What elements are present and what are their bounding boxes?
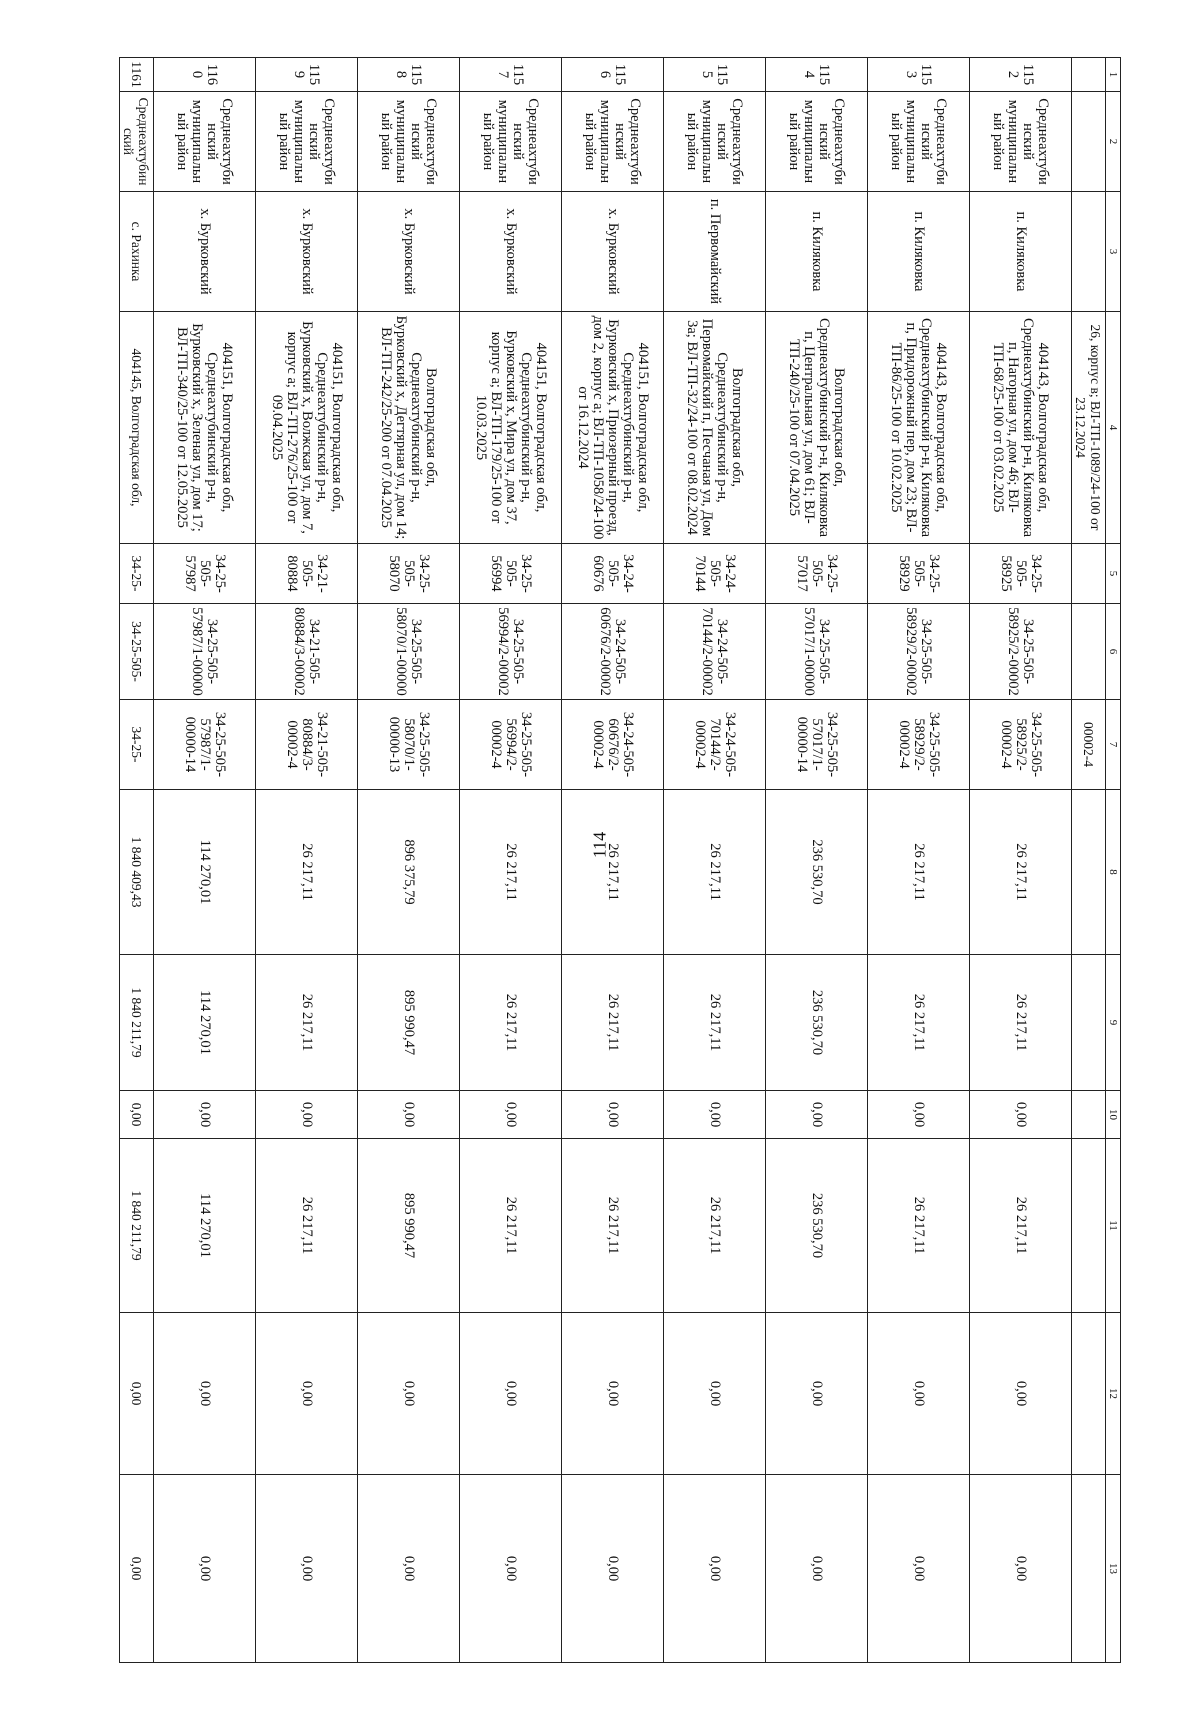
table-cell: 34-24-505-70144/2-00002-4	[663, 700, 765, 790]
table-cell: 34-25-505-56994/2-00002	[459, 604, 561, 700]
table-cell: 0,00	[867, 1313, 969, 1475]
table-cell: Среднеахтубинский муниципальный район	[459, 92, 561, 192]
table-cell	[1071, 1313, 1105, 1475]
table-cell: 34-24-505-70144/2-00002	[663, 604, 765, 700]
table-row	[120, 58, 154, 1663]
table-cell: 0,00	[561, 1313, 663, 1475]
table-cell: 34-25-505-58070	[357, 544, 459, 604]
table-cell: Волгоградская обл, Среднеахтубинский р-н, Киляковка п, Центральная ул, дом 61; ВЛ-ТП-240/25-100 от 07.04.2025	[765, 312, 867, 544]
table-cell	[1071, 58, 1105, 92]
table-cell: 0,00	[765, 1475, 867, 1663]
table-cell: 0,00	[120, 1475, 154, 1663]
table-cell: Среднеахтубинский	[120, 92, 154, 192]
table-cell: 404151, Волгоградская обл, Среднеахтубинский р-н, Бурковский х, Мира ул, дом 37, корпус а; ВЛ-ТП-179/25-100 от 10.03.2025	[459, 312, 561, 544]
table-cell: 0,00	[255, 1313, 357, 1475]
table-cell: п. Первомайский	[663, 192, 765, 312]
header-cell: 1	[1105, 58, 1120, 92]
table-cell: 26 217,11	[561, 955, 663, 1091]
table-cell: 404151, Волгоградская обл, Среднеахтубинский р-н, Бурковский х, Зеленая ул, дом 17; ВЛ-ТП-340/25-100 от 12.05.2025	[154, 312, 256, 544]
table-cell: 34-25-	[120, 544, 154, 604]
table-cell: Среднеахтубинский муниципальный район	[663, 92, 765, 192]
data-table	[119, 57, 1121, 1663]
table-cell: х. Бурковский	[154, 192, 256, 312]
table-cell: 0,00	[357, 1313, 459, 1475]
table-cell: 0,00	[459, 1475, 561, 1663]
table-row	[663, 58, 765, 1663]
table-cell: х. Бурковский	[255, 192, 357, 312]
table-cell: 26 217,11	[459, 955, 561, 1091]
table-row	[561, 58, 663, 1663]
table-cell: 34-25-505-57987	[154, 544, 256, 604]
table-cell: 34-21-505-80884	[255, 544, 357, 604]
table-cell: 1160	[154, 58, 256, 92]
table-cell: 0,00	[357, 1091, 459, 1139]
table-cell: 0,00	[969, 1313, 1071, 1475]
table-cell	[1071, 192, 1105, 312]
table-cell: 1155	[663, 58, 765, 92]
table-row	[867, 58, 969, 1663]
table-cell: 0,00	[120, 1313, 154, 1475]
table-cell	[1071, 92, 1105, 192]
table-cell: 404143, Волгоградская обл, Среднеахтубинский р-н, Киляковка п, Нагорная ул, дом 46; ВЛ-ТП-68/25-100 от 03.02.2025	[969, 312, 1071, 544]
table-cell: 1 840 409,43	[120, 790, 154, 955]
table-cell: 26 217,11	[867, 955, 969, 1091]
table-cell: 26 217,11	[663, 1139, 765, 1313]
table-cell: 34-25-505-57017	[765, 544, 867, 604]
table-cell	[1071, 1091, 1105, 1139]
table-cell	[1071, 604, 1105, 700]
table-cell: 0,00	[867, 1091, 969, 1139]
header-cell: 12	[1105, 1313, 1120, 1475]
table-cell: 895 990,47	[357, 1139, 459, 1313]
table-cell: 34-21-505-80884/3-00002	[255, 604, 357, 700]
table-cell: 0,00	[867, 1475, 969, 1663]
table-cell: 1159	[255, 58, 357, 92]
table-cell: 26 217,11	[255, 790, 357, 955]
table-cell: 34-25-505-	[120, 604, 154, 700]
table-cell: Среднеахтубинский муниципальный район	[561, 92, 663, 192]
table-row	[459, 58, 561, 1663]
table-cell: 1 840 211,79	[120, 1139, 154, 1313]
table-cell: 1157	[459, 58, 561, 92]
table-cell: 0,00	[255, 1091, 357, 1139]
table-cell	[1071, 1139, 1105, 1313]
table-cell: 896 375,79	[357, 790, 459, 955]
table-cell: 1161	[120, 58, 154, 92]
table-cell: 0,00	[969, 1091, 1071, 1139]
table-cell: 34-24-505-60676/2-00002	[561, 604, 663, 700]
table-cell: 0,00	[120, 1091, 154, 1139]
header-cell: 2	[1105, 92, 1120, 192]
table-cell: х. Бурковский	[459, 192, 561, 312]
table-cell: 34-25-505-57017/1-00000-14	[765, 700, 867, 790]
table-cell: 1158	[357, 58, 459, 92]
page-number: 114	[589, 831, 610, 859]
table-cell: п. Киляковка	[969, 192, 1071, 312]
table-cell: 00002-4	[1071, 700, 1105, 790]
table-container	[119, 57, 1121, 1662]
table-cell: Среднеахтубинский муниципальный район	[867, 92, 969, 192]
table-cell: 26 217,11	[561, 1139, 663, 1313]
header-cell: 4	[1105, 312, 1120, 544]
table-cell: с. Рахинка	[120, 192, 154, 312]
table-cell: 895 990,47	[357, 955, 459, 1091]
table-cell: 26 217,11	[867, 1139, 969, 1313]
table-cell: 26 217,11	[561, 790, 663, 955]
table-cell: 1156	[561, 58, 663, 92]
table-cell: 0,00	[357, 1475, 459, 1663]
table-cell: 34-25-	[120, 700, 154, 790]
table-cell: 1 840 211,79	[120, 955, 154, 1091]
table-cell: 34-24-505-60676	[561, 544, 663, 604]
table-row	[357, 58, 459, 1663]
table-cell: 0,00	[255, 1475, 357, 1663]
table-cell: 404151, Волгоградская обл, Среднеахтубинский р-н, Бурковский х, Волжская ул, дом 7, корпус а; ВЛ-ТП-276/25-100 от 09.04.2025	[255, 312, 357, 544]
table-cell: п. Киляковка	[867, 192, 969, 312]
table-cell: Среднеахтубинский муниципальный район	[154, 92, 256, 192]
table-cell: Волгоградская обл, Среднеахтубинский р-н, Первомайский п, Песчаная ул, Дом 3а; ВЛ-ТП-32/24-100 от 08.02.2024	[663, 312, 765, 544]
table-cell: 0,00	[459, 1091, 561, 1139]
table-cell: 26 217,11	[255, 955, 357, 1091]
table-cell: 34-24-505-60676/2-00002-4	[561, 700, 663, 790]
table-cell: 34-25-505-58929/2-00002-4	[867, 700, 969, 790]
table-cell: х. Бурковский	[561, 192, 663, 312]
continuation-row	[1071, 58, 1105, 1663]
table-row	[154, 58, 256, 1663]
table-cell: 26 217,11	[663, 955, 765, 1091]
table-cell: 34-25-505-58929/2-00002	[867, 604, 969, 700]
table-cell	[1071, 790, 1105, 955]
table-cell: 0,00	[969, 1475, 1071, 1663]
table-cell: 34-21-505-80884/3-00002-4	[255, 700, 357, 790]
table-cell: 34-25-505-57987/1-00000	[154, 604, 256, 700]
table-cell: 114 270,01	[154, 1139, 256, 1313]
header-cell: 13	[1105, 1475, 1120, 1663]
table-cell: 26 217,11	[459, 1139, 561, 1313]
table-cell: 0,00	[663, 1313, 765, 1475]
table-cell: 26 217,11	[867, 790, 969, 955]
table-cell: п. Киляковка	[765, 192, 867, 312]
table-cell: 236 530,70	[765, 1139, 867, 1313]
table-cell: 1154	[765, 58, 867, 92]
table-cell	[1071, 544, 1105, 604]
table-cell: 26, корпус в; ВЛ-ТП-1089/24-100 от 23.12.2024	[1071, 312, 1105, 544]
table-cell: 114 270,01	[154, 955, 256, 1091]
table-cell: 0,00	[154, 1091, 256, 1139]
table-cell: 114 270,01	[154, 790, 256, 955]
table-cell: 34-25-505-57987/1-00000-14	[154, 700, 256, 790]
table-cell: 0,00	[154, 1475, 256, 1663]
table-cell: Среднеахтубинский муниципальный район	[255, 92, 357, 192]
table-cell: 0,00	[459, 1313, 561, 1475]
table-cell: 26 217,11	[969, 1139, 1071, 1313]
table-cell: 404145, Волгоградская обл,	[120, 312, 154, 544]
table-cell: 26 217,11	[969, 790, 1071, 955]
table-cell: х. Бурковский	[357, 192, 459, 312]
header-row	[1105, 58, 1120, 1663]
table-cell: 404151, Волгоградская обл, Среднеахтубинский р-н, Бурковский х, Приозерный проезд, дом 2, корпус а; ВЛ-ТП-1058/24-100 от 16.12.2024	[561, 312, 663, 544]
table-cell: 1153	[867, 58, 969, 92]
header-cell: 7	[1105, 700, 1120, 790]
table-row	[765, 58, 867, 1663]
table-cell: 34-25-505-58925/2-00002-4	[969, 700, 1071, 790]
table-cell: 26 217,11	[663, 790, 765, 955]
table-cell: 0,00	[154, 1313, 256, 1475]
table-cell: 26 217,11	[459, 790, 561, 955]
table-row	[255, 58, 357, 1663]
table-cell: 34-24-505-70144	[663, 544, 765, 604]
header-cell: 3	[1105, 192, 1120, 312]
header-cell: 5	[1105, 544, 1120, 604]
header-cell: 9	[1105, 955, 1120, 1091]
table-cell: 34-25-505-57017/1-00000	[765, 604, 867, 700]
table-cell	[1071, 955, 1105, 1091]
table-cell: 236 530,70	[765, 955, 867, 1091]
table-cell: 34-25-505-56994/2-00002-4	[459, 700, 561, 790]
table-body	[120, 58, 1121, 1663]
table-cell: 34-25-505-58925	[969, 544, 1071, 604]
table-cell: 404143, Волгоградская обл, Среднеахтубинский р-н, Киляковка п, Придорожный пер, дом 23; ВЛ-ТП-86/25-100 от 10.02.2025	[867, 312, 969, 544]
table-cell	[1071, 1475, 1105, 1663]
table-cell: 0,00	[561, 1475, 663, 1663]
header-cell: 8	[1105, 790, 1120, 955]
header-cell: 11	[1105, 1139, 1120, 1313]
table-cell: 0,00	[561, 1091, 663, 1139]
table-cell: 236 530,70	[765, 790, 867, 955]
header-cell: 6	[1105, 604, 1120, 700]
table-cell: 34-25-505-58070/1-00000-13	[357, 700, 459, 790]
table-cell: 34-25-505-58925/2-00002	[969, 604, 1071, 700]
table-cell: 0,00	[663, 1475, 765, 1663]
table-cell: 0,00	[765, 1313, 867, 1475]
table-cell: Среднеахтубинский муниципальный район	[969, 92, 1071, 192]
table-cell: 34-25-505-58929	[867, 544, 969, 604]
table-cell: Среднеахтубинский муниципальный район	[357, 92, 459, 192]
table-cell: 1152	[969, 58, 1071, 92]
table-cell: Среднеахтубинский муниципальный район	[765, 92, 867, 192]
table-cell: 34-25-505-56994	[459, 544, 561, 604]
table-cell: 0,00	[765, 1091, 867, 1139]
table-row	[969, 58, 1071, 1663]
table-cell: 0,00	[663, 1091, 765, 1139]
header-cell: 10	[1105, 1091, 1120, 1139]
table-cell: 34-25-505-58070/1-00000	[357, 604, 459, 700]
table-cell: 26 217,11	[969, 955, 1071, 1091]
table-cell: 26 217,11	[255, 1139, 357, 1313]
table-cell: Волгоградская обл, Среднеахтубинский р-н, Бурковский х, Дегтярная ул, дом 14; ВЛ-ТП-242/25-200 от 07.04.2025	[357, 312, 459, 544]
